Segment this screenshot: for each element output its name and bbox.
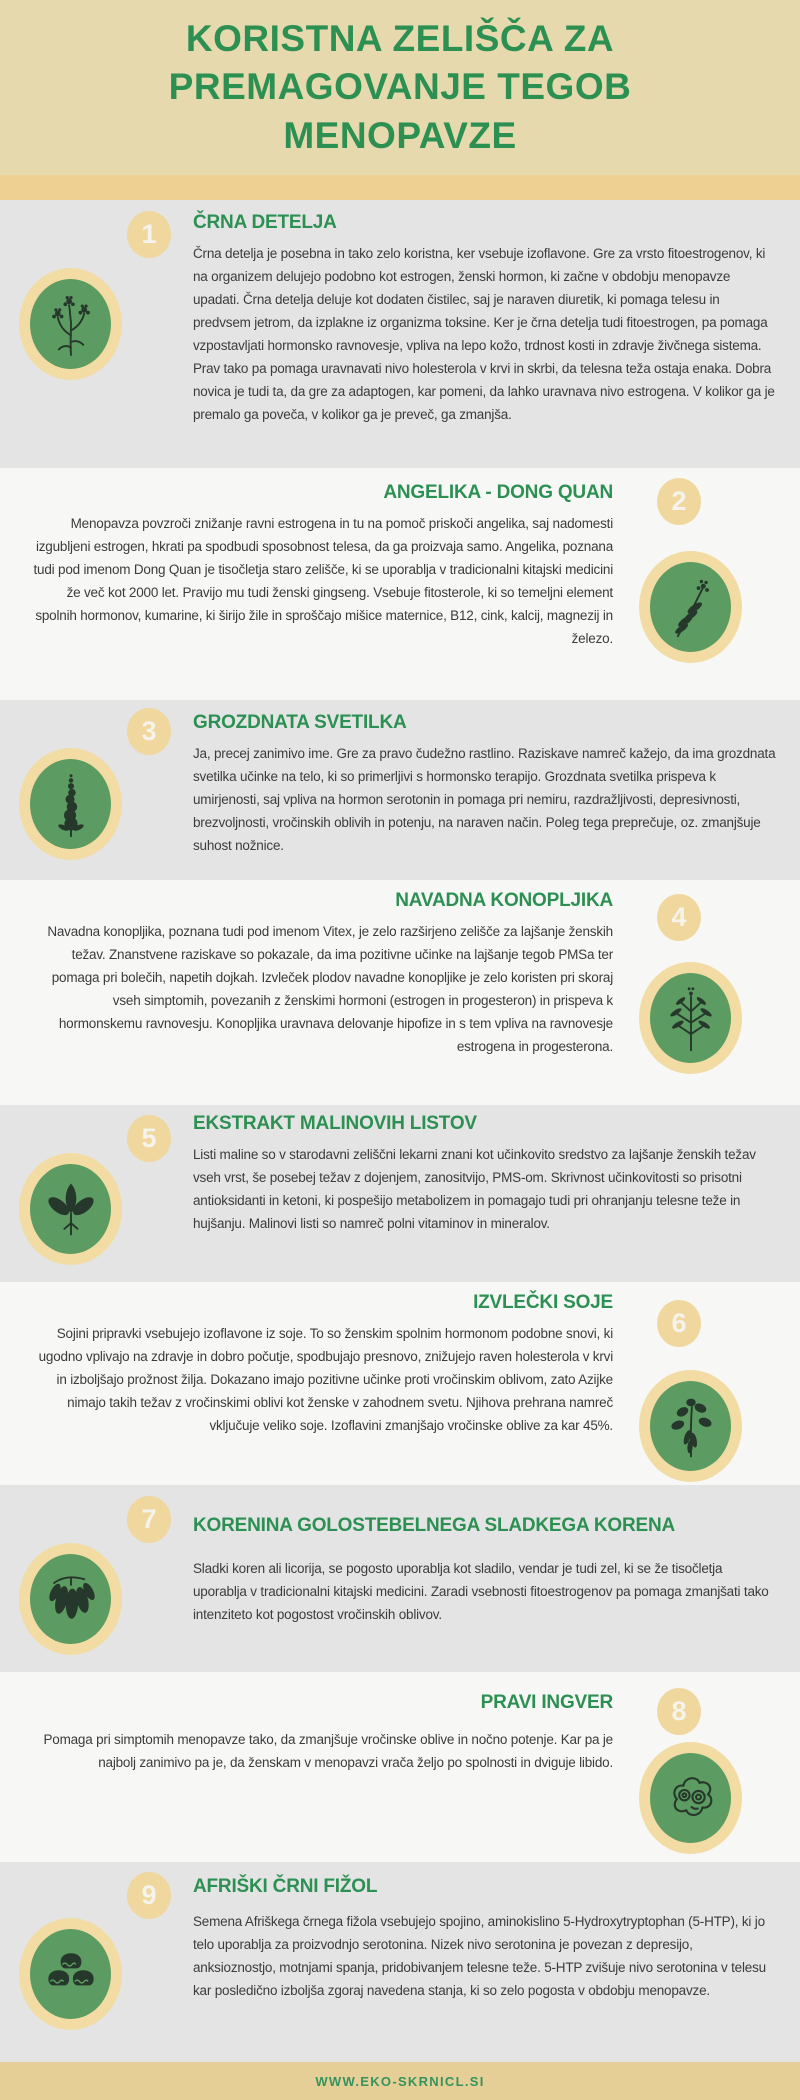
section-afriski-crni-fizol (0, 1862, 800, 2062)
section-crna-detelja (0, 200, 800, 468)
header (0, 0, 800, 175)
illustration-disc (30, 1554, 111, 1644)
section-title: EKSTRAKT MALINOVIH LISTOV (193, 1113, 477, 1134)
section-title: ČRNA DETELJA (193, 212, 337, 233)
section-title: NAVADNA KONOPLJIKA (395, 890, 613, 911)
illustration-frame (19, 268, 122, 380)
section-pravi-ingver (0, 1672, 800, 1862)
section-body: Navadna konopljika, poznana tudi pod imenom Vitex, je zelo razširjeno zelišče za lajšanje ženskih težav. Znanstvene raziskave so pokazale, da ima pozitivne učinke na lajšanje tegob PMSa ter pomaga pri bolečih, napetih dojkah. Izvleček plodov navadne konopljike je zelo koristen pri skoraj vseh simptomih, povezanih z ženskimi hormoni (estrogen in progesteron) in prispeva k hormonskemu ravnovesju. Konopljika uravnava delovanje hipofize in s tem vpliva na ravnovesje estrogena in progesterona. (47, 924, 613, 1054)
section-body: Listi maline so v starodavni zeliščni lekarni znani kot učinkovito sredstvo za lajšanje ženskih težav vseh vrst, še posebej težav z dojenjem, zanositvijo, PMS-om. Skrivnost učinkovitosti so prisotni antioksidanti in ketoni, ki pospešijo metabolizem in pomagajo tudi pri ohranjanju telesne teže in hujšanju. Malinovi listi so namreč polni vitaminov in mineralov. (193, 1147, 756, 1231)
step-number-badge: 6 (657, 1300, 701, 1347)
section-title: ANGELIKA - DONG QUAN (383, 482, 613, 503)
section-title: IZVLEČKI SOJE (473, 1292, 613, 1313)
angelica-sprig-icon (662, 574, 720, 640)
raspberry-leaf-icon (42, 1176, 100, 1242)
step-number-badge: 1 (127, 211, 171, 258)
section-navadna-konopljika (0, 880, 800, 1105)
step-number-badge: 2 (657, 478, 701, 525)
ginger-rhizome-icon (662, 1765, 720, 1831)
step-number-badge: 5 (127, 1115, 171, 1162)
licorice-root-pods-icon (42, 1566, 100, 1632)
section-title: AFRIŠKI ČRNI FIŽOL (193, 1876, 378, 1897)
illustration-frame (19, 748, 122, 860)
illustration-disc (30, 759, 111, 849)
section-body: Menopavza povzroči znižanje ravni estrogena in tu na pomoč priskoči angelika, saj nadomesti izgubljeni estrogen, hkrati pa spodbudi sposobnost telesa, da ga proizvaja samo. Angelika, poznana tudi pod imenom Dong Quan je tisočletja staro zelišče, ki se uporablja v tradicionalni kitajski medicini že več kot 2000 let. Pravijo mu tudi ženski gingseng. Vsebuje fitosterole, ki so temeljni element spolnih hormonov, kumarine, ki širijo žile in sproščajo mišice maternice, B12, cink, kalcij, magnezij in železo. (33, 516, 613, 646)
black-cohosh-raceme-icon (42, 771, 100, 837)
red-clover-plant-icon (42, 291, 100, 357)
section-title: KORENINA GOLOSTEBELNEGA SLADKEGA KORENA (193, 1515, 675, 1536)
section-body: Črna detelja je posebna in tako zelo koristna, ker vsebuje izoflavone. Gre za vrsto fitoestrogenov, ki na organizem delujejo podobno kot estrogen, ženski hormon, ki začne v obdobju menopavze upadati. Črna detelja deluje kot dodaten čistilec, saj je naraven diuretik, ki pomaga telesu in predvsem jetrom, da izplakne iz organizma toksine. Ker je črna detelja tudi fitoestrogen, pa pomaga vzpostavljati hormonsko ravnovesje, vpliva na lepo kožo, trdnost kosti in zdravje živčnega sistema. Prav tako pa pomaga uravnavati nivo holesterola v krvi in skrbi, da telesna teža ostaja enaka. Dobra novica je tudi ta, da gre za adaptogen, kar pomeni, da lahko uravnava nivo estrogena. V kolikor ga je premalo ga poveča, v kolikor ga je preveč, ga zmanjša. (193, 246, 775, 422)
section-title: GROZDNATA SVETILKA (193, 712, 407, 733)
step-number-badge: 3 (127, 708, 171, 755)
illustration-disc (30, 1164, 111, 1254)
illustration-frame (639, 962, 742, 1074)
page-title: KORISTNA ZELIŠČA ZA PREMAGOVANJE TEGOB MENOPAVZE (168, 18, 632, 156)
illustration-frame (639, 551, 742, 663)
soy-plant-icon (662, 1393, 720, 1459)
chaste-tree-branch-icon (662, 985, 720, 1051)
accent-band (0, 175, 800, 200)
section-body: Semena Afriškega črnega fižola vsebujejo spojino, aminokislino 5-Hydroxytryptophan (5-HTP), ki jo telo uporablja za proizvodnjo serotonina. Nizek nivo serotonina je povezan z depresijo, anksioznostjo, motnjami spanja, pridobivanjem telesne teže. 5-HTP zvišuje nivo serotonina v telesu kar posledično izboljša zgoraj navedena stanja, ki so zelo pogosta v obdobju menopavze. (193, 1914, 766, 1998)
section-body: Ja, precej zanimivo ime. Gre za pravo čudežno rastlino. Raziskave namreč kažejo, da ima grozdnata svetilka učinke na telo, ki so primerljivi s hormonsko terapijo. Grozdnata svetilka prispeva k umirjenosti, saj vpliva na hormon serotonin in pomaga pri nemiru, razdražljivosti, depresivnosti, brezvoljnosti, vročinskih oblivih in potenju, na naraven način. Poleg tega preprečuje, oz. zmanjšuje suhost nožnice. (193, 746, 776, 853)
illustration-frame (19, 1153, 122, 1265)
step-number-badge: 4 (657, 894, 701, 941)
step-number-badge: 9 (127, 1872, 171, 1919)
footer (0, 2062, 800, 2100)
section-grozdnata-svetilka (0, 700, 800, 880)
section-sladki-koren (0, 1485, 800, 1672)
illustration-disc (650, 973, 731, 1063)
illustration-frame (19, 1543, 122, 1655)
section-body: Sojini pripravki vsebujejo izoflavone iz soje. To so ženskim spolnim hormonom podobne snovi, ki ugodno vplivajo na zdravje in dobro počutje, spodbujajo presnovo, znižujejo raven holesterola v krvi in izboljšajo prožnost žilja. Dokazano imajo pozitivne učinke proti vročinskim oblivom, zato Azijke nimajo takih težav z vročinskimi oblivi kot ženske v zahodnem svetu. Njihova prehrana namreč vključuje veliko soje. Izoflavini zmanjšajo vročinske oblive za kar 45%. (38, 1326, 613, 1433)
section-angelika (0, 468, 800, 700)
illustration-frame (639, 1742, 742, 1854)
section-body: Pomaga pri simptomih menopavze tako, da zmanjšuje vročinske oblive in nočno potenje. Kar pa je najbolj zanimivo pa je, da ženskam v menopavzi vrača željo po spolnosti in dviguje libido. (43, 1732, 613, 1770)
illustration-disc (30, 279, 111, 369)
illustration-frame (639, 1370, 742, 1482)
step-number-badge: 8 (657, 1688, 701, 1735)
illustration-disc (650, 1381, 731, 1471)
illustration-disc (30, 1929, 111, 2019)
illustration-frame (19, 1918, 122, 2030)
section-title: PRAVI INGVER (480, 1692, 613, 1713)
step-number-badge: 7 (127, 1496, 171, 1543)
website-text: WWW.EKO-SKRNICL.SI (315, 2073, 485, 2089)
black-beans-icon (42, 1941, 100, 2007)
section-body: Sladki koren ali licorija, se pogosto uporablja kot sladilo, vendar je tudi zel, ki se že tisočletja uporablja v tradicionalni kitajski medicini. Zaradi vsebnosti fitoestrogenov pa pomaga zmanjšati tako intenziteto kot pogostost vročinskih oblivov. (193, 1561, 769, 1622)
illustration-disc (650, 1753, 731, 1843)
section-malinovi-listi (0, 1105, 800, 1282)
illustration-disc (650, 562, 731, 652)
section-izvlecki-soje (0, 1282, 800, 1485)
